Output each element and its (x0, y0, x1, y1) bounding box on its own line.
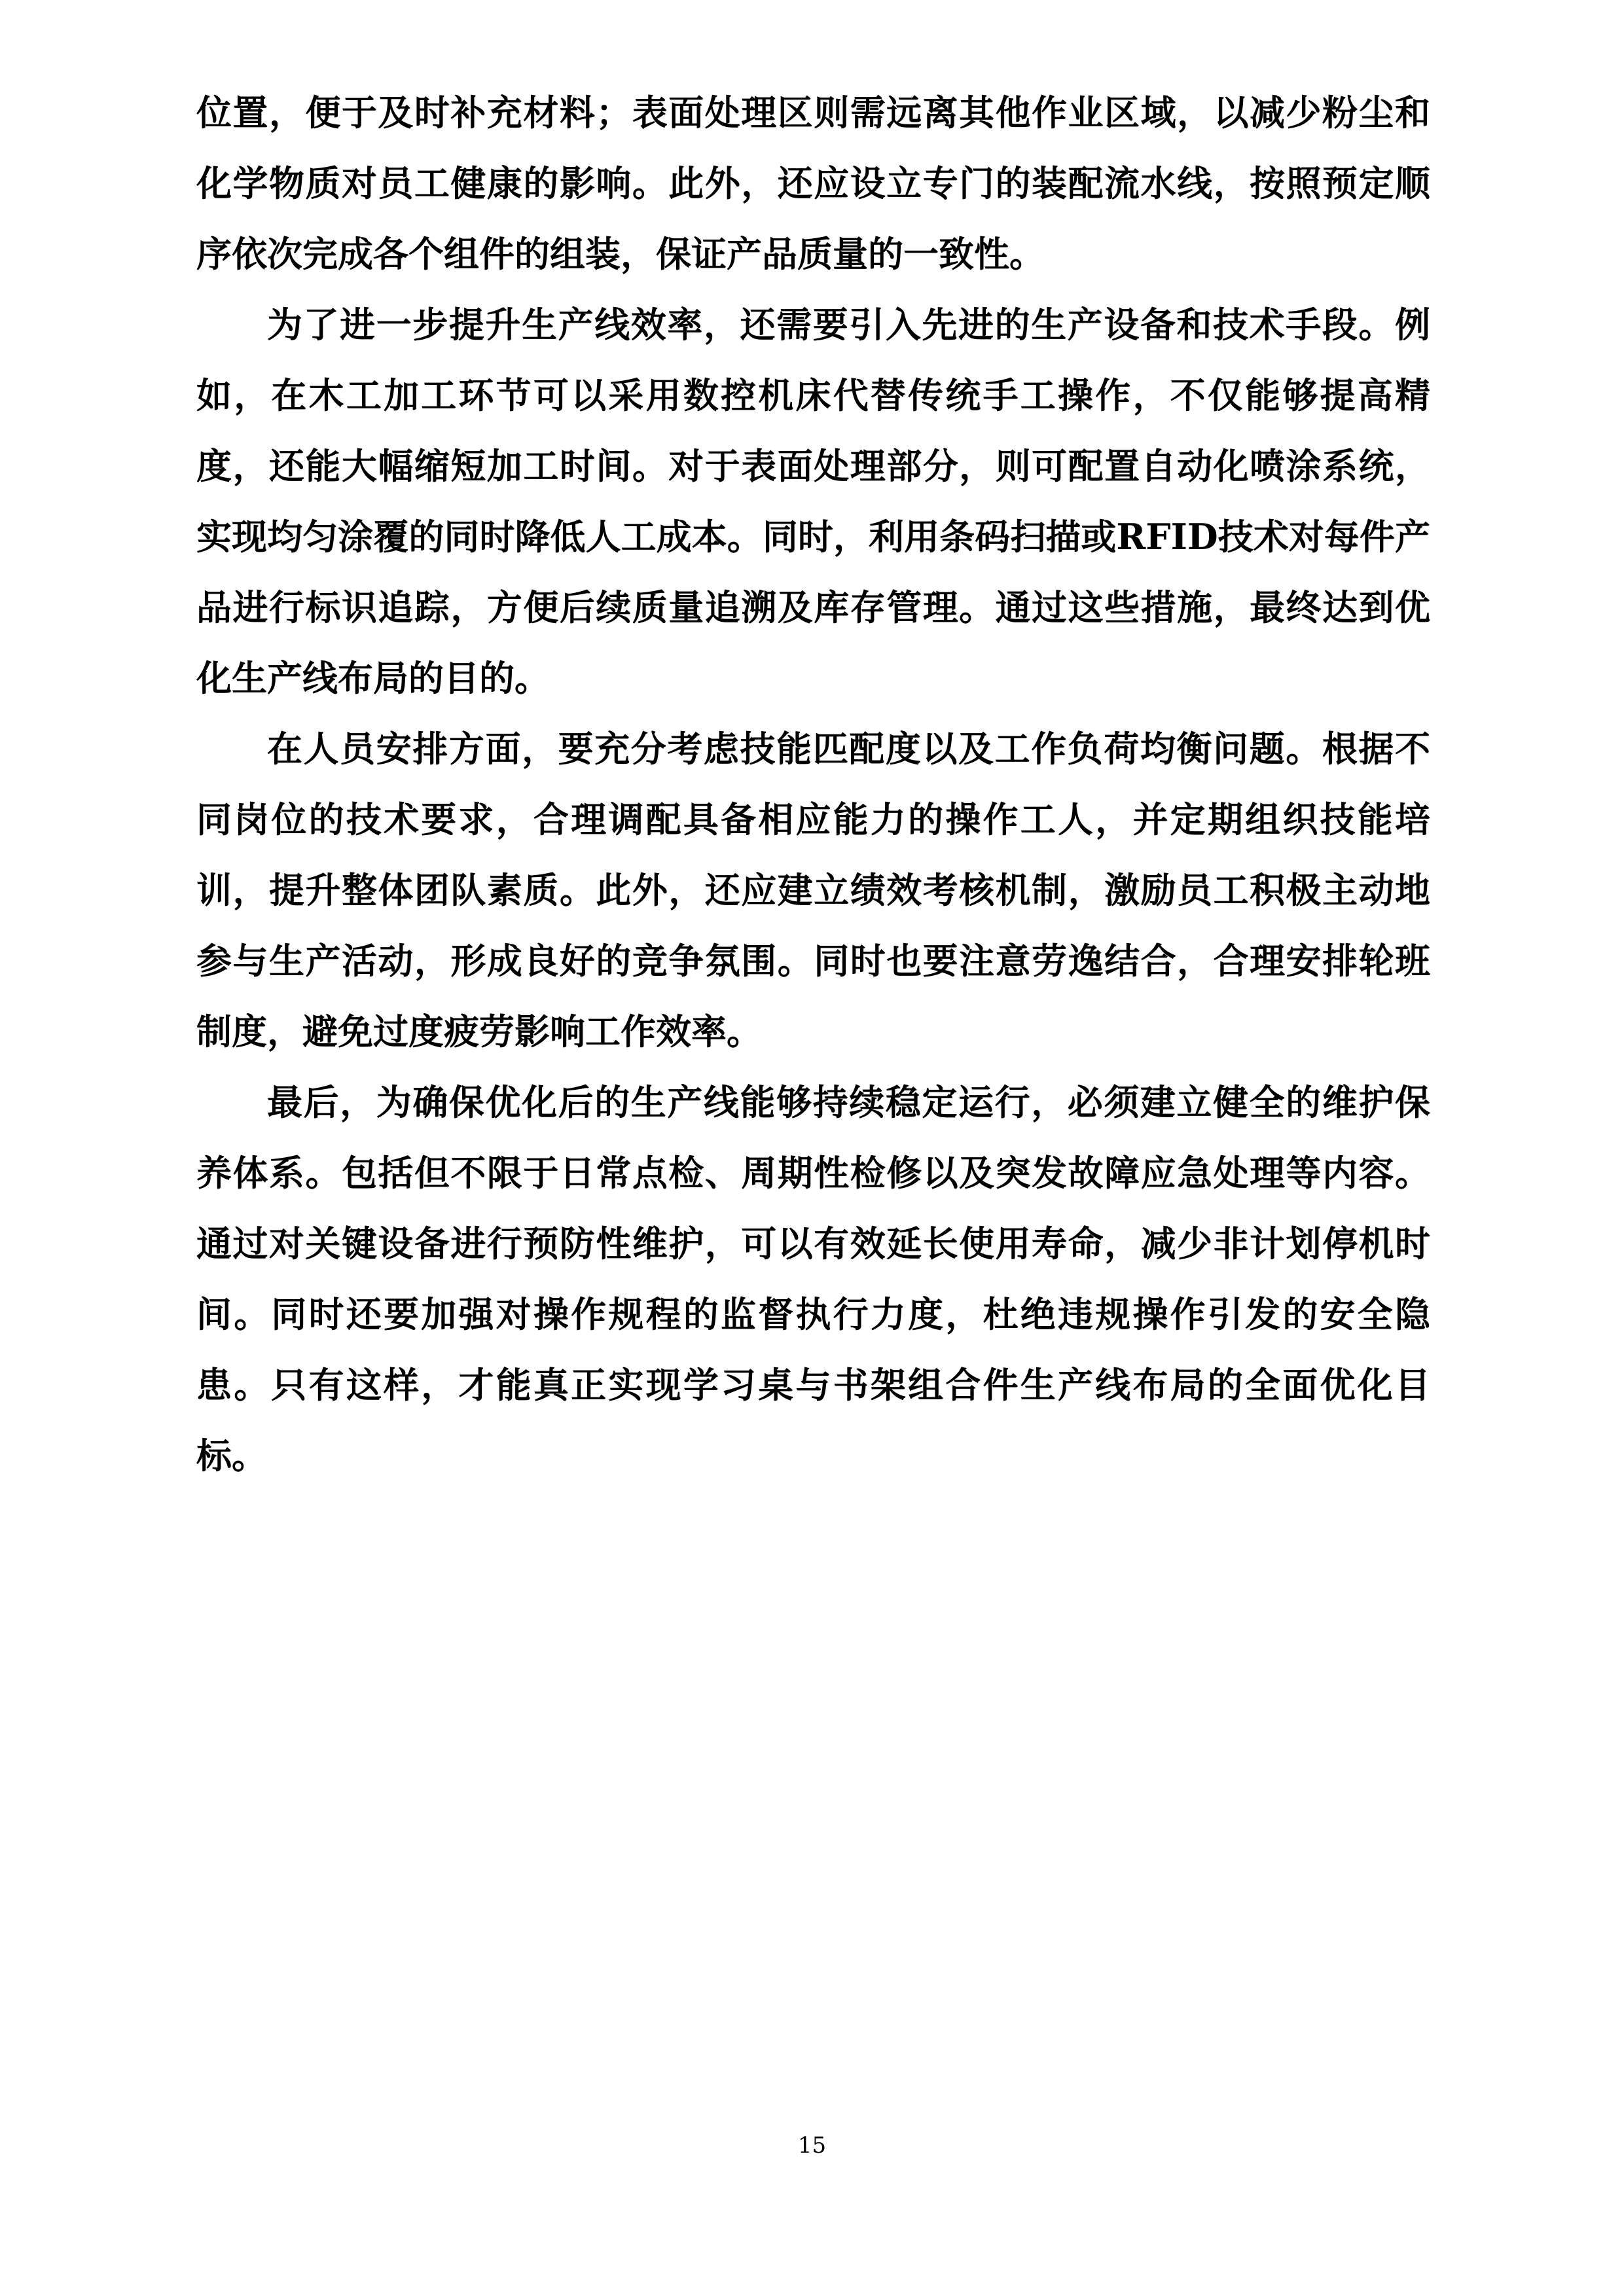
paragraph-2: 为了进一步提升生产线效率，还需要引入先进的生产设备和技术手段。例如，在木工加工环节可以采用数控机床代替传统手工操作，不仅能够提高精度，还能大幅缩短加工时间。对于表面处理部分，则可配置自动化喷涂系统，实现均匀涂覆的同时降低人工成本。同时，利用条码扫描或RFID技术对每件产品进行标识追踪，方便后续质量追溯及库存管理。通过这些措施，最终达到优化生产线布局的目的。 (196, 304, 1430, 699)
paragraph-4: 最后，为确保优化后的生产线能够持续稳定运行，必须建立健全的维护保养体系。包括但不限于日常点检、周期性检修以及突发故障应急处理等内容。通过对关键设备进行预防性维护，可以有效延长使用寿命，减少非计划停机时间。同时还要加强对操作规程的监督执行力度，杜绝违规操作引发的安全隐患。只有这样，才能真正实现学习桌与书架组合件生产线布局的全面优化目标。 (196, 1081, 1430, 1477)
body-text (196, 77, 1430, 1491)
paragraph-1: 位置，便于及时补充材料；表面处理区则需远离其他作业区域，以减少粉尘和化学物质对员工健康的影响。此外，还应设立专门的装配流水线，按照预定顺序依次完成各个组件的组装，保证产品质量的一致性。 (196, 92, 1430, 275)
page-number: 15 (797, 2132, 827, 2159)
paragraph-3: 在人员安排方面，要充分考虑技能匹配度以及工作负荷均衡问题。根据不同岗位的技术要求，合理调配具备相应能力的操作工人，并定期组织技能培训，提升整体团队素质。此外，还应建立绩效考核机制，激励员工积极主动地参与生产活动，形成良好的竞争氛围。同时也要注意劳逸结合，合理安排轮班制度，避免过度疲劳影响工作效率。 (196, 728, 1430, 1052)
